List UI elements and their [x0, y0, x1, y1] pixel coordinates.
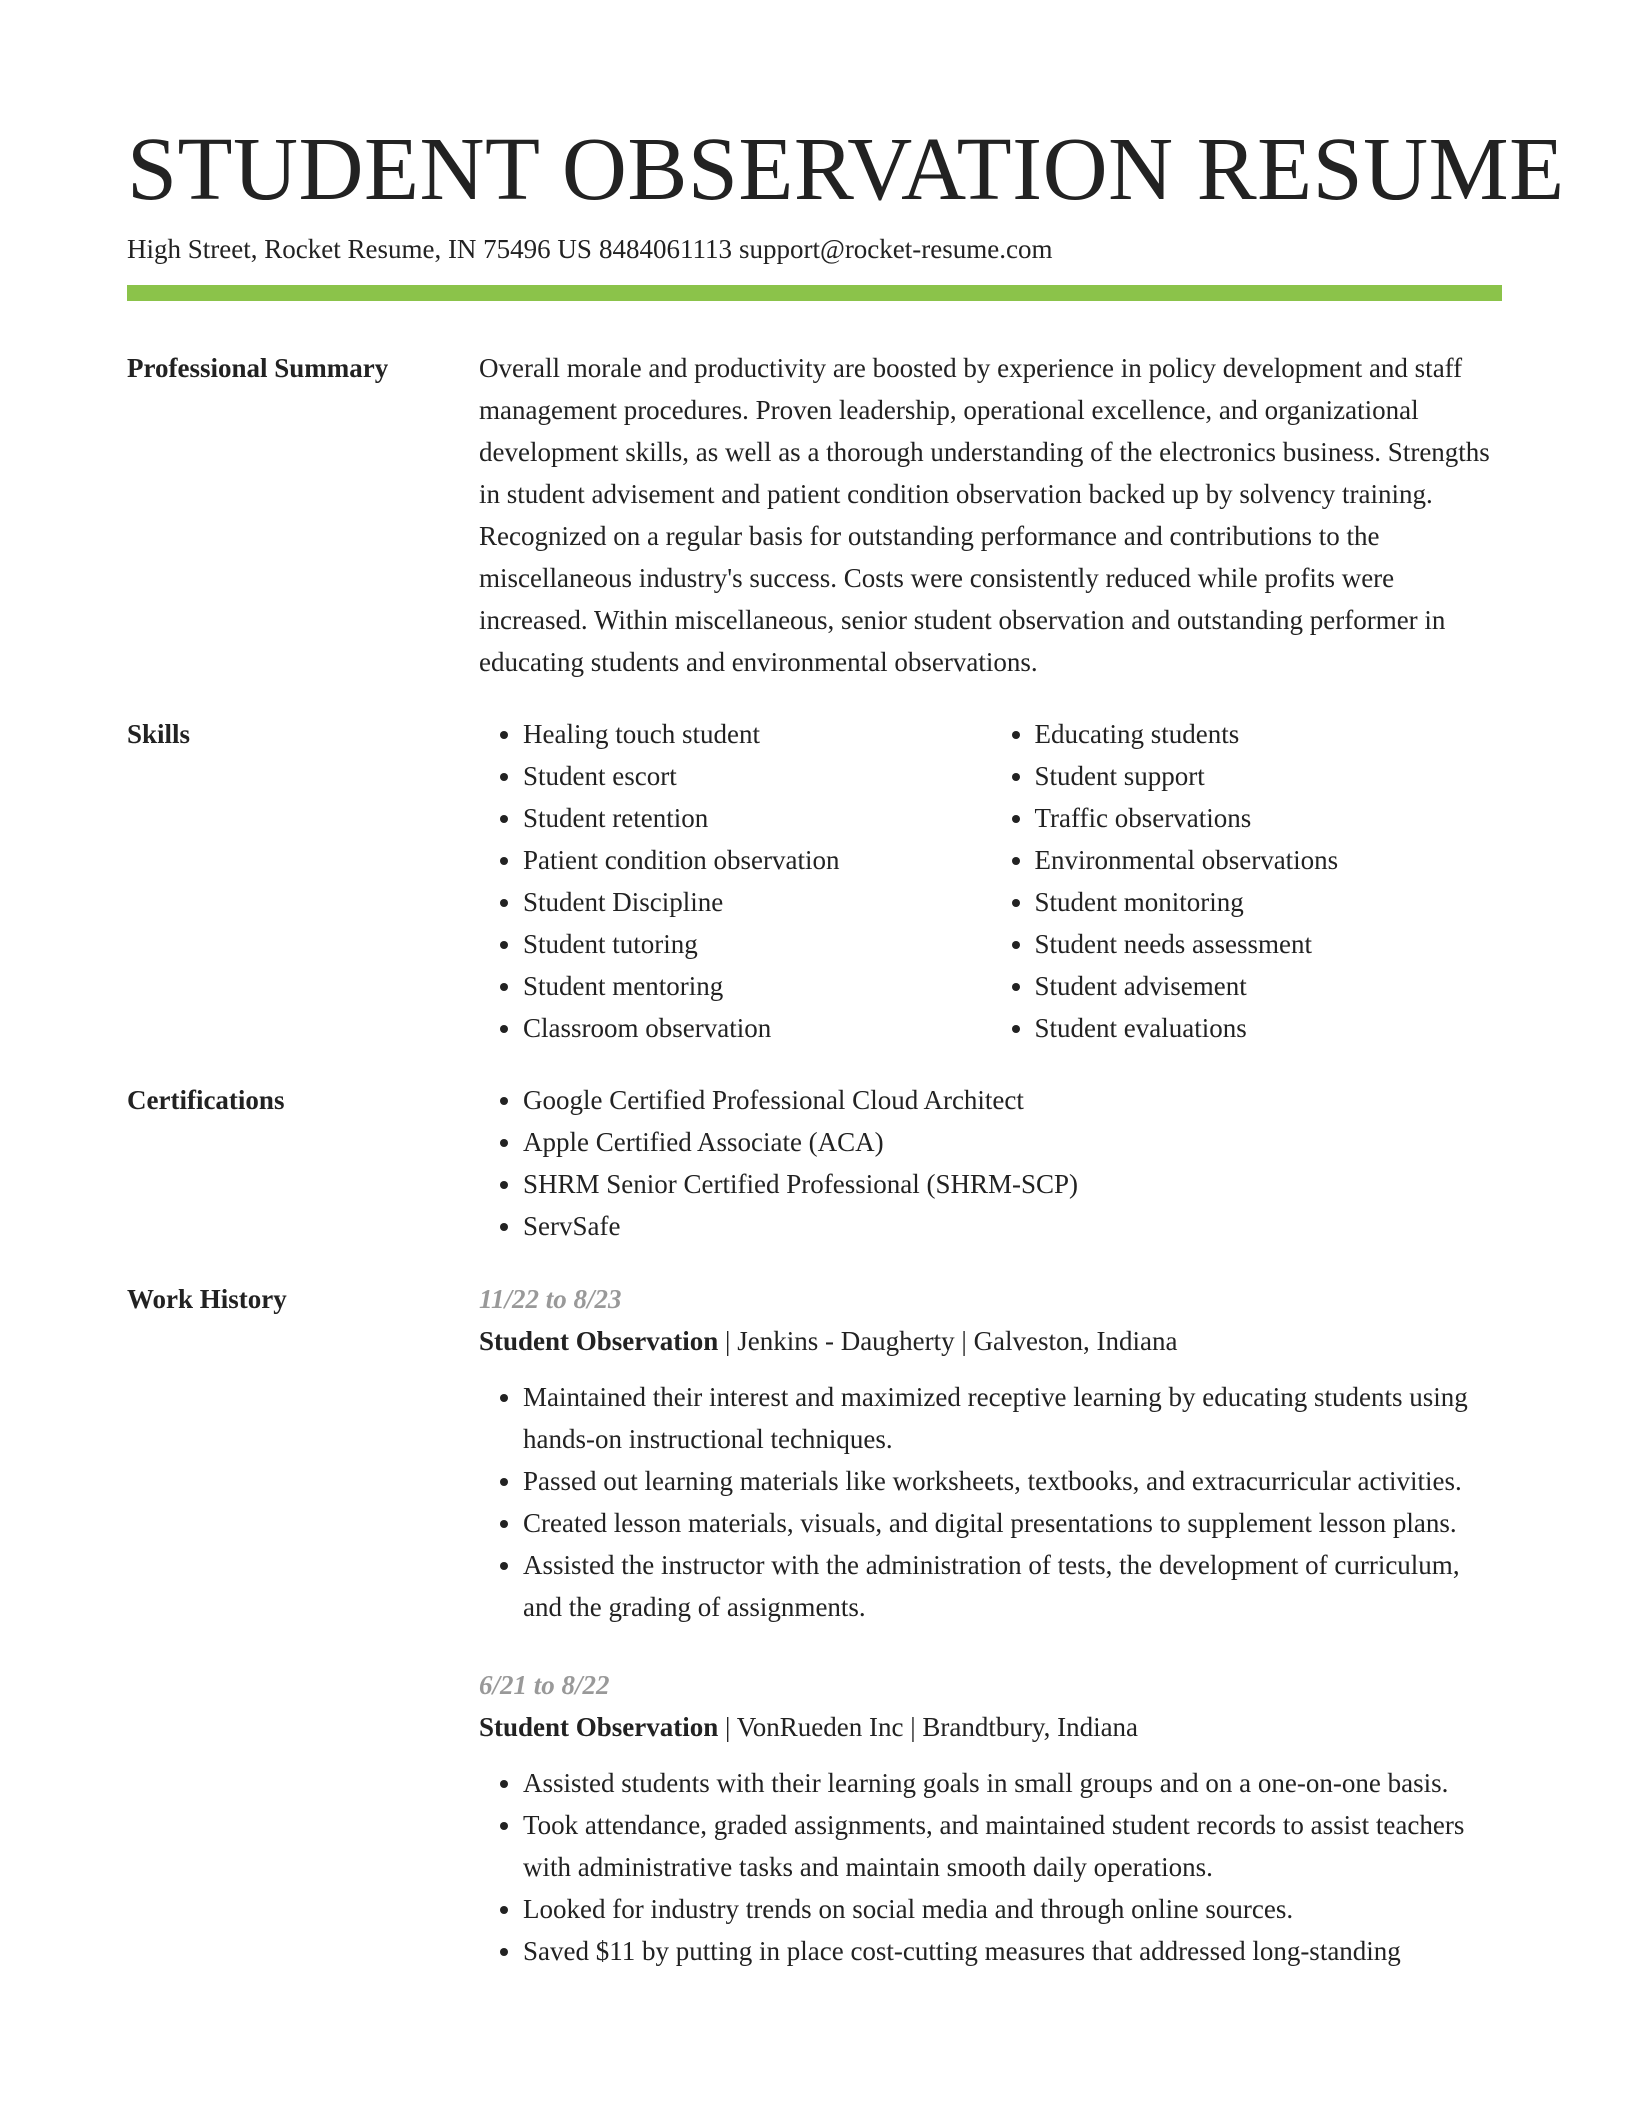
job-duty-item: • Created lesson materials, visuals, and digital presentations to supplement lesson plans. — [523, 1502, 1502, 1544]
job-duty-item: • Passed out learning materials like worksheets, textbooks, and extracurricular activities. — [523, 1460, 1502, 1502]
job-duty-item: • Assisted students with their learning goals in small groups and on a one-on-one basis. — [523, 1762, 1502, 1804]
skills-list-right — [991, 713, 1503, 1049]
job-title: Student Observation — [479, 1326, 719, 1356]
job-dates: 11/22 to 8/23 — [479, 1284, 622, 1314]
summary-heading: Professional Summary — [127, 353, 389, 383]
job-title: Student Observation — [479, 1712, 719, 1742]
summary-body — [479, 347, 1502, 683]
certification-item: • ServSafe — [523, 1205, 1502, 1247]
job-header — [479, 1320, 1502, 1362]
contact-email[interactable]: support@rocket-resume.com — [738, 234, 1053, 264]
skill-item: • Student escort — [523, 755, 991, 797]
contact-address: High Street, Rocket Resume, IN 75496 US — [127, 234, 592, 264]
skill-item: • Student Discipline — [523, 881, 991, 923]
skill-item: • Traffic observations — [1035, 797, 1503, 839]
header-divider — [127, 285, 1502, 301]
certifications-list — [479, 1079, 1502, 1247]
skill-item: • Student tutoring — [523, 923, 991, 965]
skills-heading: Skills — [127, 719, 191, 749]
certification-item: • SHRM Senior Certified Professional (SHRM-SCP) — [523, 1163, 1502, 1205]
job-duty-item: • Looked for industry trends on social media and through online sources. — [523, 1888, 1502, 1930]
job-entry — [479, 1278, 1502, 1628]
certification-item: • Google Certified Professional Cloud Architect — [523, 1079, 1502, 1121]
summary-text: Overall morale and productivity are boosted by experience in policy development and staff management procedures. Proven leadership, operational excellence, and organizational development skills, as well as a thorough understanding of the electronics business. Strengths in student advisement and patient condition observation backed up by solvency training. Recognized on a regular basis for outstanding performance and contributions to the miscellaneous industry's success. Costs were consistently reduced while profits were increased. Within miscellaneous, senior student observation and outstanding performer in educating students and environmental observations. — [479, 353, 1490, 677]
contact-phone: 8484061113 — [598, 234, 732, 264]
certification-item: • Apple Certified Associate (ACA) — [523, 1121, 1502, 1163]
job-separator: | — [718, 1712, 737, 1742]
skill-item: • Patient condition observation — [523, 839, 991, 881]
skill-item: • Student needs assessment — [1035, 923, 1503, 965]
job-header — [479, 1706, 1502, 1748]
certifications-body — [479, 1079, 1502, 1247]
job-separator: | — [903, 1712, 923, 1742]
job-location: Brandtbury, Indiana — [922, 1712, 1139, 1742]
job-duty-item: • Maintained their interest and maximized receptive learning by educating students using hands-on instructional techniques. — [523, 1376, 1502, 1460]
job-duties-list — [479, 1376, 1502, 1628]
job-location: Galveston, Indiana — [973, 1326, 1178, 1356]
skills-body — [479, 713, 1502, 1049]
skills-list-left — [479, 713, 991, 1049]
job-duty-item: • Assisted the instructor with the administration of tests, the development of curriculum, and the grading of assignments. — [523, 1544, 1502, 1628]
job-duty-item: • Took attendance, graded assignments, and maintained student records to assist teachers with administrative tasks and maintain smooth daily operations. — [523, 1804, 1502, 1888]
job-entry — [479, 1664, 1502, 1972]
job-company: VonRueden Inc — [736, 1712, 904, 1742]
job-company: Jenkins - Daugherty — [737, 1326, 955, 1356]
resume-title: STUDENT OBSERVATION RESUME — [127, 120, 1565, 219]
skill-item: • Educating students — [1035, 713, 1503, 755]
job-separator: | — [718, 1326, 738, 1356]
skill-item: • Student support — [1035, 755, 1503, 797]
skill-item: • Student mentoring — [523, 965, 991, 1007]
job-dates: 6/21 to 8/22 — [479, 1670, 610, 1700]
job-duty-item: • Saved $11 by putting in place cost-cutting measures that addressed long-standing — [523, 1930, 1502, 1972]
job-separator: | — [954, 1326, 974, 1356]
skill-item: • Student advisement — [1035, 965, 1503, 1007]
skill-item: • Student monitoring — [1035, 881, 1503, 923]
skill-item: • Student retention — [523, 797, 991, 839]
job-duties-list — [479, 1762, 1502, 1972]
skill-item: • Environmental observations — [1035, 839, 1503, 881]
certifications-heading: Certifications — [127, 1085, 285, 1115]
skill-item: • Classroom observation — [523, 1007, 991, 1049]
contact-line — [127, 232, 1052, 266]
skill-item: • Student evaluations — [1035, 1007, 1503, 1049]
work-history-body — [479, 1278, 1502, 1972]
skill-item: • Healing touch student — [523, 713, 991, 755]
work-history-heading: Work History — [127, 1284, 287, 1314]
